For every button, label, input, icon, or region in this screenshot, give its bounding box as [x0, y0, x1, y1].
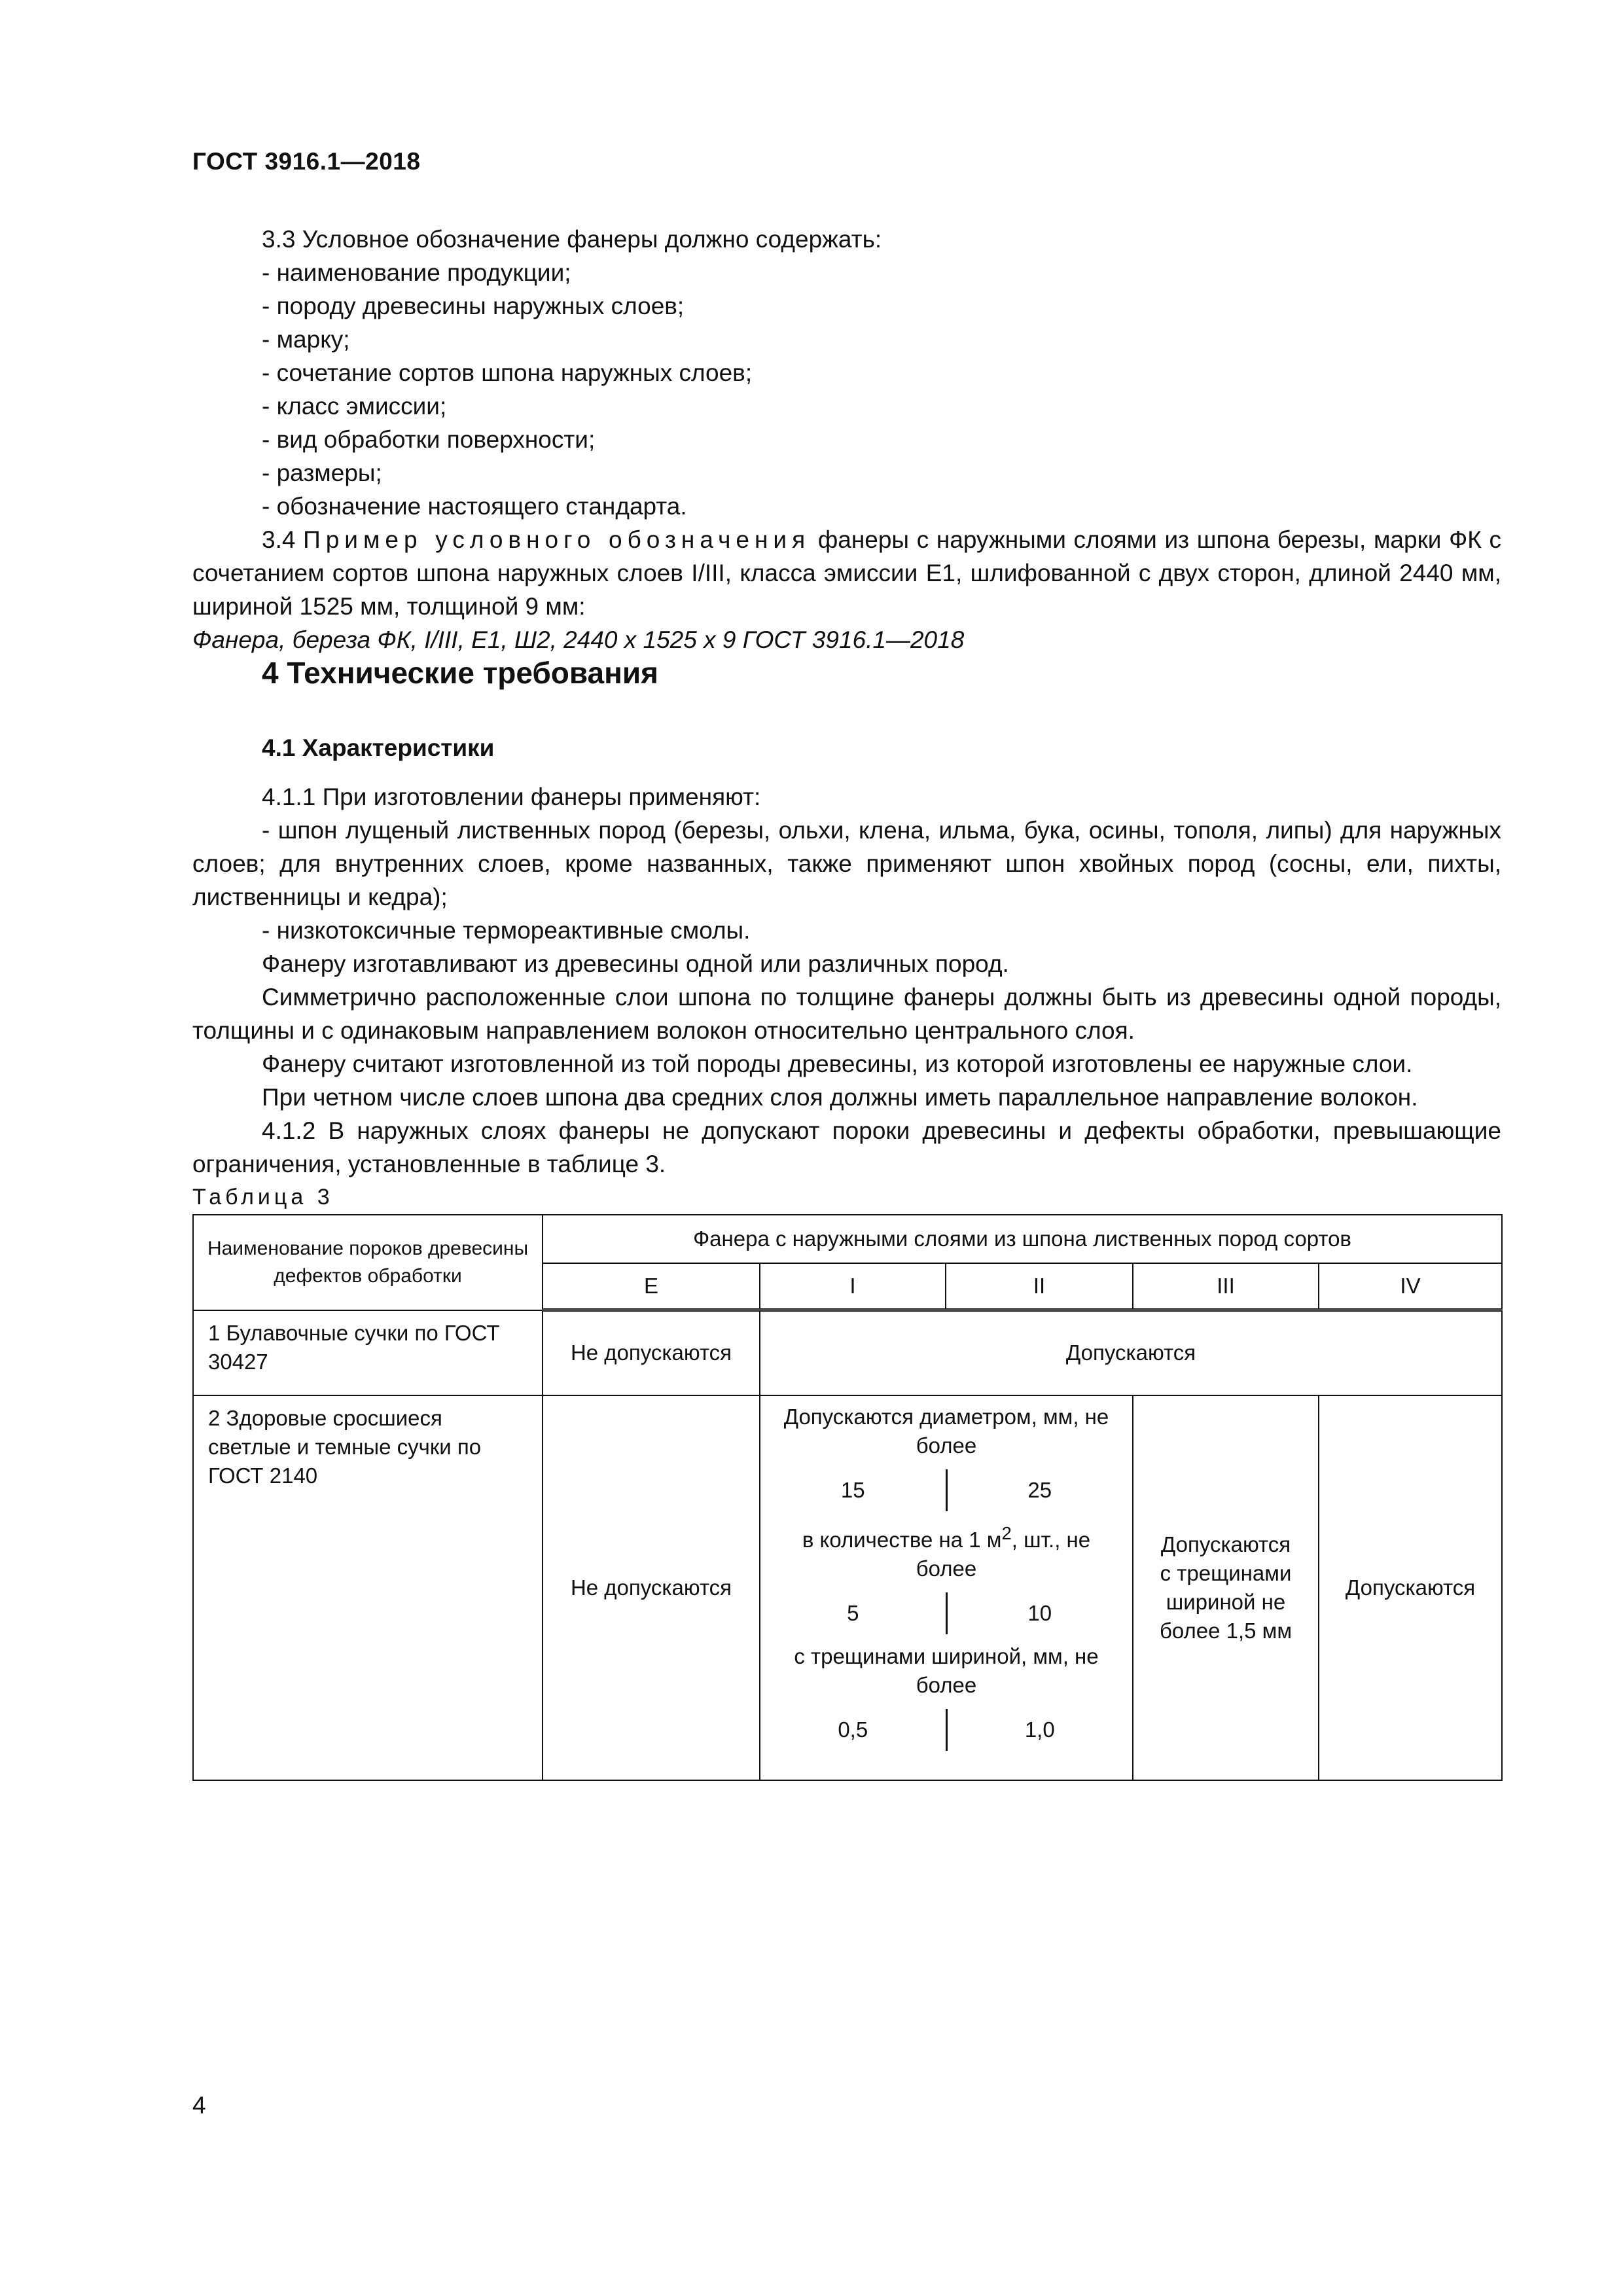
- list-item: - размеры;: [262, 459, 382, 486]
- paragraph: При четном числе слоев шпона два средних слоя должны иметь параллельное направление волокон.: [262, 1084, 1418, 1111]
- table-header-grade: III: [1133, 1263, 1319, 1310]
- table-header-grade: IV: [1319, 1263, 1502, 1310]
- list-item: - класс эмиссии;: [262, 393, 447, 420]
- table-cell-limits: [760, 1395, 1133, 1780]
- list-item: - наименование продукции;: [262, 259, 571, 286]
- table-header-group: Фанера с наружными слоями из шпона лиственных пород сортов: [543, 1215, 1502, 1263]
- count-label-text-2: , шт., не более: [916, 1527, 1091, 1581]
- list-item: - сочетание сортов шпона наружных слоев;: [262, 359, 753, 386]
- table-cell: Не допускаются: [543, 1395, 760, 1780]
- list-item: - марку;: [262, 326, 350, 353]
- paragraph: - шпон лущеный лиственных пород (березы, ольхи, клена, ильма, бука, осины, тополя, липы) для наружных слоев; для внутренних слоев, кроме названных, также применяют шпон хвойных пород (сосны, ели, пихты, лиственницы и кедра);: [192, 817, 1501, 910]
- paragraph: Фанеру считают изготовленной из той породы древесины, из которой изготовлены ее наружные слои.: [262, 1050, 1413, 1077]
- paragraph: 4.1.1 При изготовлении фанеры применяют:: [262, 783, 761, 810]
- table-header-grade: E: [543, 1263, 760, 1310]
- list-item: - вид обработки поверхности;: [262, 426, 596, 453]
- table-row: [193, 1395, 1502, 1780]
- value-grade-ii: 25: [1027, 1477, 1052, 1502]
- table-header-grade: I: [760, 1263, 946, 1310]
- table-header-grade: II: [946, 1263, 1133, 1310]
- value-grade-ii: 1,0: [1024, 1717, 1055, 1742]
- section-3-4-text: фанеры с наружными слоями из шпона березы, марки ФК с сочетанием сортов шпона наружных слоев I/III, класса эмиссии Е1, шлифованной с двух сторон, длиной 2440 мм, шириной 1525 мм, толщиной 9 мм:: [192, 526, 1501, 620]
- example-label: Пример условного обозначения: [303, 526, 811, 553]
- limits-crack-label: с трещинами шириной, мм, не более: [794, 1643, 1099, 1697]
- value-grade-i: 5: [760, 1592, 948, 1634]
- value-grade-i: 0,5: [760, 1709, 948, 1751]
- paragraph: Симметрично расположенные слои шпона по толщине фанеры должны быть из древесины одной породы, толщины и с одинаковым направлением волокон относительно центрального слоя.: [192, 984, 1501, 1044]
- paragraph: - низкотоксичные термореактивные смолы.: [262, 917, 751, 944]
- value-grade-ii: 10: [1027, 1600, 1052, 1625]
- table-caption: Таблица 3: [192, 1185, 334, 1210]
- limits-diameter-label: Допускаются диаметром, мм, не более: [783, 1404, 1109, 1458]
- defects-table: [192, 1214, 1503, 1781]
- table-cell: Допускаются с трещинами шириной не более 1,5 мм: [1133, 1395, 1319, 1780]
- section-3-4-number: 3.4: [262, 526, 296, 553]
- document-header: ГОСТ 3916.1—2018: [192, 148, 421, 175]
- section-4-title: 4 Технические требования: [262, 656, 658, 690]
- page-number: 4: [192, 2092, 206, 2119]
- section-3-3-intro: 3.3 Условное обозначение фанеры должно содержать:: [262, 226, 882, 253]
- table-cell: 1 Булавочные сучки по ГОСТ 30427: [193, 1310, 543, 1395]
- value-grade-i: 15: [760, 1469, 948, 1511]
- paragraph: Фанеру изготавливают из древесины одной или различных пород.: [262, 950, 1009, 977]
- crack-values: [760, 1709, 1132, 1751]
- diameter-values: [760, 1469, 1132, 1511]
- count-values: [760, 1592, 1132, 1634]
- count-label-text: в количестве на 1 м: [802, 1527, 1002, 1552]
- table-cell: Не допускаются: [543, 1310, 760, 1395]
- table-cell: Допускаются: [1319, 1395, 1502, 1780]
- limits-count-label: [760, 1519, 1132, 1583]
- table-row: [193, 1310, 1502, 1395]
- table-header-name: Наименование пороков древесины дефектов обработки: [193, 1215, 543, 1310]
- table-cell: Допускаются: [760, 1310, 1502, 1395]
- count-label-sup: 2: [1001, 1522, 1012, 1543]
- list-item: - обозначение настоящего стандарта.: [262, 493, 687, 520]
- section-3-4-paragraph: [192, 523, 1501, 623]
- document-body: [192, 223, 1501, 1781]
- list-item: - породу древесины наружных слоев;: [262, 293, 685, 319]
- paragraph: 4.1.2 В наружных слоях фанеры не допускают пороки древесины и дефекты обработки, превышающие ограничения, установленные в таблице 3.: [192, 1117, 1501, 1177]
- section-4-1-title: 4.1 Характеристики: [262, 734, 495, 761]
- table-cell: 2 Здоровые сросшиеся светлые и темные сучки по ГОСТ 2140: [193, 1395, 543, 1780]
- designation-example: Фанера, береза ФК, I/III, Е1, Ш2, 2440 х 1525 х 9 ГОСТ 3916.1—2018: [192, 626, 965, 653]
